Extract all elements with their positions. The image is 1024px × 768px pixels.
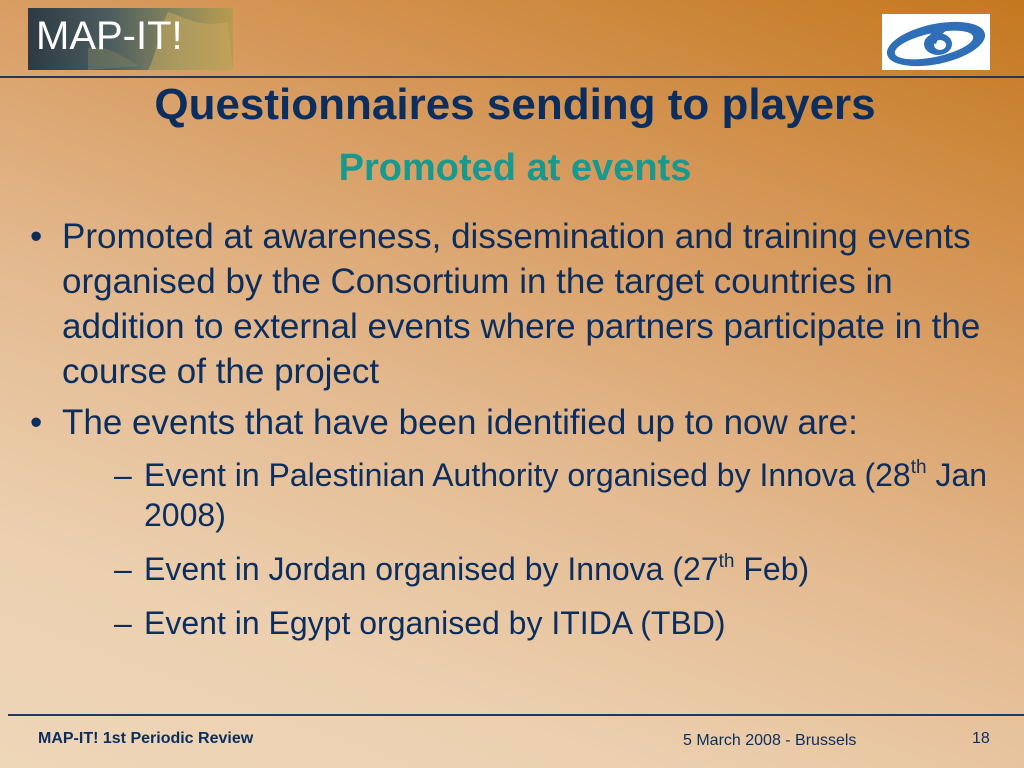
bullet-item	[28, 214, 988, 394]
sub-bullet-item	[28, 549, 988, 589]
logo-text: MAP-IT!	[36, 14, 183, 58]
bullet-text: The events that have been identified up to now are:	[62, 403, 858, 442]
slide-content	[28, 214, 988, 643]
sub-bullet-text: Event in Egypt organised by ITIDA (TBD)	[144, 605, 726, 641]
bullet-text: Promoted at awareness, dissemination and training events organised by the Consortium in the target countries in addition to external events where partners participate in the course of the project	[62, 217, 981, 391]
footer-date: 5 March 2008 - Brussels	[683, 732, 857, 749]
bullet-marker: •	[30, 403, 43, 442]
bullet-marker: •	[30, 217, 43, 256]
sub-bullet-item	[28, 455, 988, 535]
slide-title: Questionnaires sending to players	[154, 80, 876, 129]
page-number: 18	[972, 730, 990, 747]
slide-subtitle: Promoted at events	[338, 147, 692, 189]
footer-title: MAP-IT! 1st Periodic Review	[38, 730, 254, 747]
sub-bullet-marker: –	[114, 457, 132, 493]
sub-bullet-marker: –	[114, 605, 132, 641]
map-it-logo	[28, 8, 233, 70]
sub-bullet-marker: –	[114, 551, 132, 587]
footer-divider	[8, 714, 1024, 716]
sub-bullet-text: Event in Palestinian Authority organised by Innova (28th Jan 2008)	[144, 457, 988, 533]
sub-bullet-item	[28, 603, 988, 643]
sub-bullet-text: Event in Jordan organised by Innova (27th Feb)	[144, 551, 810, 587]
fp6-logo	[882, 14, 990, 70]
bullet-item	[28, 400, 988, 445]
